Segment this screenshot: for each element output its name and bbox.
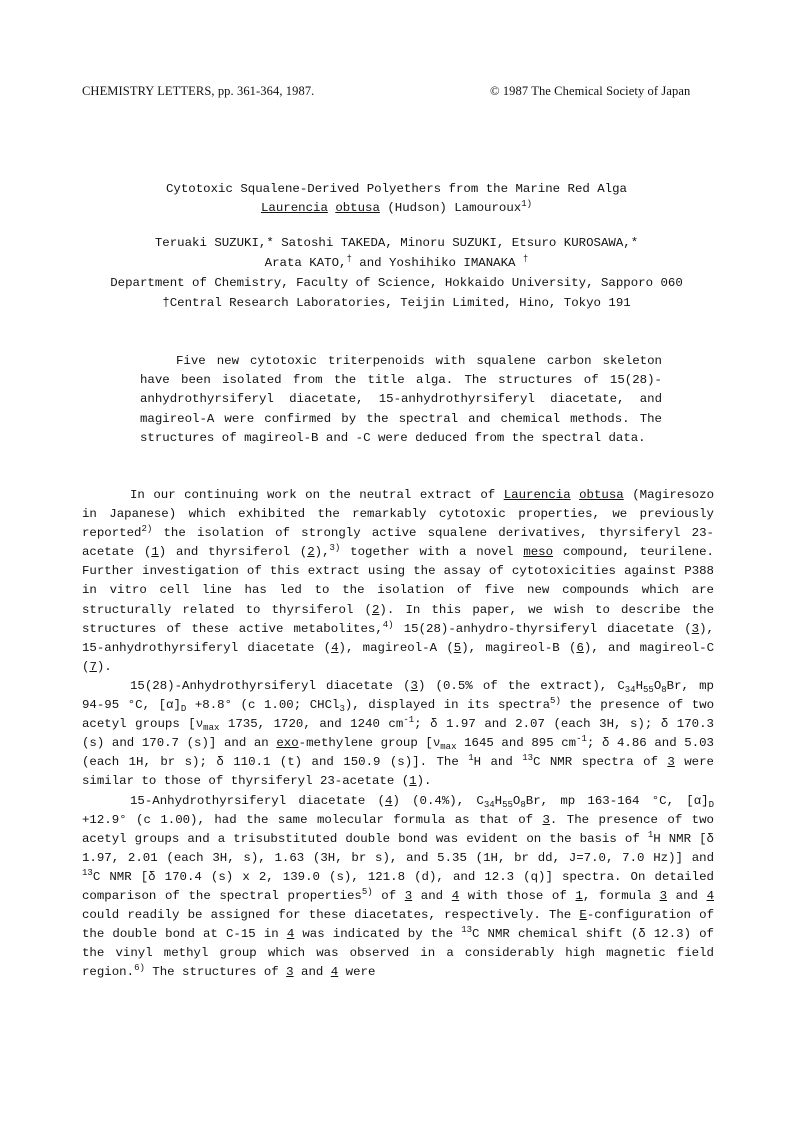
abstract: Five new cytotoxic triterpenoids with squalene carbon skeleton have been isolated from the title alga. The structures of 15(28)-anhydrothyrsiferyl diacetate, 15-anhydrothyrsiferyl diacetate, and magireol-A were confirmed by the spectral and chemical methods. The structures of magireol-B and -C were deduced from the spectral data. bbox=[140, 354, 662, 445]
title-species: obtusa bbox=[335, 201, 380, 215]
affiliation-1: Department of Chemistry, Faculty of Science, Hokkaido University, Sapporo 060 bbox=[110, 276, 683, 290]
copyright-notice: © 1987 The Chemical Society of Japan bbox=[490, 84, 691, 98]
title-rest: (Hudson) Lamouroux bbox=[379, 201, 522, 215]
author-line-1: Teruaki SUZUKI,* Satoshi TAKEDA, Minoru SUZUKI, Etsuro KUROSAWA,* bbox=[154, 236, 639, 250]
author-imanaka: and Yoshihiko IMANAKA bbox=[351, 256, 523, 270]
paper-title: Cytotoxic Squalene-Derived Polyethers from the Marine Red Alga bbox=[165, 182, 627, 196]
paragraph-1: In our continuing work on the neutral extract of Laurencia obtusa (Magiresozo in Japanese) which exhibited the remarkably cytotoxic properties, we previously reported$^{2)}$ the isolation of strongly active squalene derivatives, thyrsiferyl 23-acetate (1) and thyrsiferol (2),$^{3)}$ together with a novel meso compound, teurilene. Further investigation of this extract using the assay of cytotoxicities against P388 in vitro cell line has led to the isolation of five new compounds which are structurally related to thyrsiferol (2). In this paper, we wish to describe the structures of these active metabolites,$^{4)}$ 15(28)-anhydro-thyrsiferyl diacetate (3), 15-anhydrothyrsiferyl diacetate (4), magireol-A (5), magireol-B (6), and magireol-C (7). bbox=[82, 488, 714, 674]
body-text bbox=[82, 486, 714, 982]
paper-title-line2 bbox=[0, 201, 793, 215]
title-genus: Laurencia bbox=[260, 201, 328, 215]
dagger-mark: † bbox=[346, 254, 352, 264]
paragraph-2: 15(28)-Anhydrothyrsiferyl diacetate (3) (0.5% of the extract), $C_{34}H_{55}O_8Br$, mp 94-95 °C, $[\alpha]_D +8.8^\circ$ (c 1.00; CHCl$_3$), displayed in its spectra$^{5)}$ the presence of two acetyl groups [$\nu_{max}$ 1735, 1720, and 1240 $cm^{-1}$; δ 1.97 and 2.07 (each 3H, s); δ 170.3 (s) and 170.7 (s)] and an exo-methylene group [$\nu_{max}$ 1645 and 895 $cm^{-1}$; δ 4.86 and 5.03 (each 1H, br s); δ 110.1 (t) and 150.9 (s)]. The $^1$H and $^{13}$C NMR spectra of 3 were similar to those of thyrsiferyl 23-acetate (1). bbox=[82, 678, 714, 789]
affiliation-2: †Central Research Laboratories, Teijin Limited, Hino, Tokyo 191 bbox=[162, 296, 631, 310]
dagger-mark-2: † bbox=[522, 254, 529, 264]
author-line-2 bbox=[0, 256, 793, 270]
title-footnote-ref: 1) bbox=[521, 199, 533, 209]
author-kato: Arata KATO, bbox=[264, 256, 347, 270]
journal-citation: CHEMISTRY LETTERS, pp. 361-364, 1987. bbox=[82, 84, 315, 98]
paragraph-3: 15-Anhydrothyrsiferyl diacetate (4) (0.4%), $C_{34}H_{55}O_8Br$, mp 163-164 °C, $[\alpha]_D +12.9^\circ$ (c 1.00), had the same molecular formula as that of 3. The presence of two acetyl groups and a trisubstituted double bond was evident on the basis of $^1$H NMR [δ 1.97, 2.01 (each 3H, s), 1.63 (3H, br s), and 5.35 (1H, br dd, J=7.0, 7.0 Hz)] and $^{13}$C NMR [δ 170.4 (s) x 2, 139.0 (s), 121.8 (d), and 12.3 (q)] spectra. On detailed comparison of the spectral properties$^{5)}$ of 3 and 4 with those of 1, formula 3 and 4 could readily be assigned for these diacetates, respectively. The E-configuration of the double bond at C-15 in 4 was indicated by the $^{13}$C NMR chemical shift (δ 12.3) of the vinyl methyl group which was observed in a considerably high magnetic field region.$^{6)}$ The structures of 3 and 4 were bbox=[82, 793, 715, 980]
